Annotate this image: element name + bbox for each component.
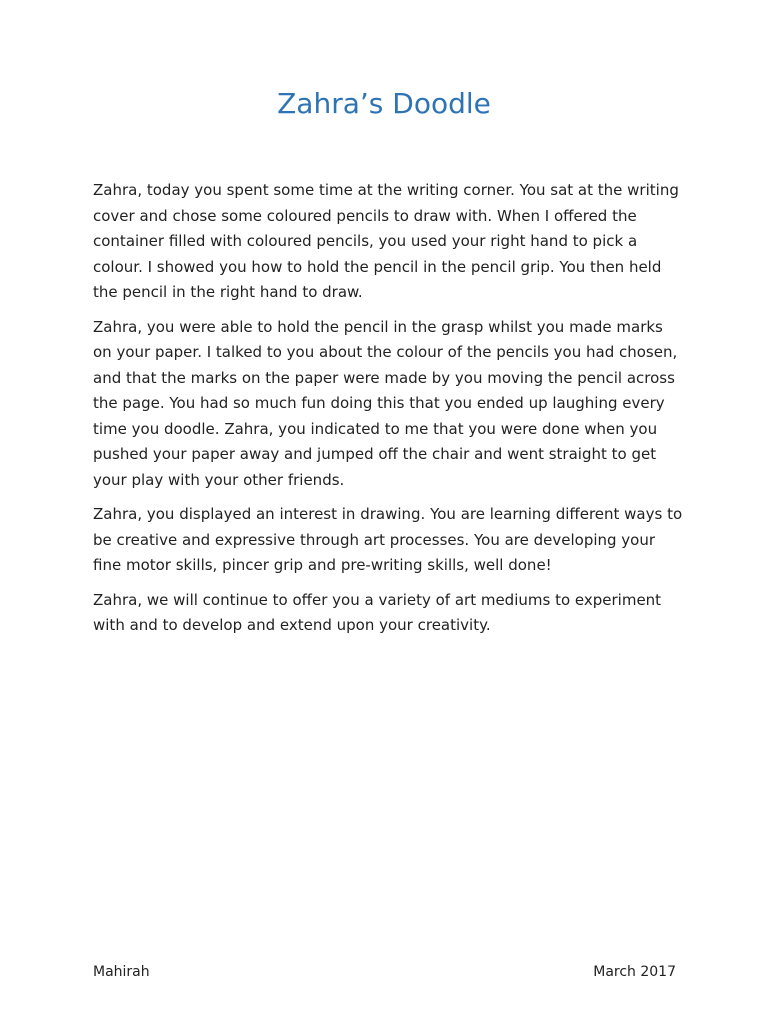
page-title: Zahra’s Doodle	[277, 87, 491, 120]
footer-date: March 2017	[593, 964, 676, 980]
paragraph-4: Zahra, we will continue to offer you a variety of art mediums to experiment with and to develop and extend upon your creativity.	[93, 590, 662, 634]
paragraph-1: Zahra, today you spent some time at the writing corner. You sat at the writing cover and chose some coloured pencils to draw with. When I offered the container filled with coloured pencils, you used your right hand to pick a colour. I showed you how to hold the pencil in the pencil grip. You then held the pencil in the right hand to draw.	[93, 181, 679, 301]
document-body	[93, 178, 683, 648]
paragraph-3: Zahra, you displayed an interest in drawing. You are learning different ways to be creative and expressive through art processes. You are developing your fine motor skills, pincer grip and pre-writing skills, well done!	[93, 505, 683, 574]
document-footer	[93, 962, 676, 982]
paragraph-2: Zahra, you were able to hold the pencil in the grasp whilst you made marks on your paper. I talked to you about the colour of the pencils you had chosen, and that the marks on the paper were made by you moving the pencil across the page. You had so much fun doing this that you ended up laughing every time you doodle. Zahra, you indicated to me that you were done when you pushed your paper away and jumped off the chair and went straight to get your play with your other friends.	[93, 317, 678, 489]
footer-author: Mahirah	[93, 964, 150, 980]
